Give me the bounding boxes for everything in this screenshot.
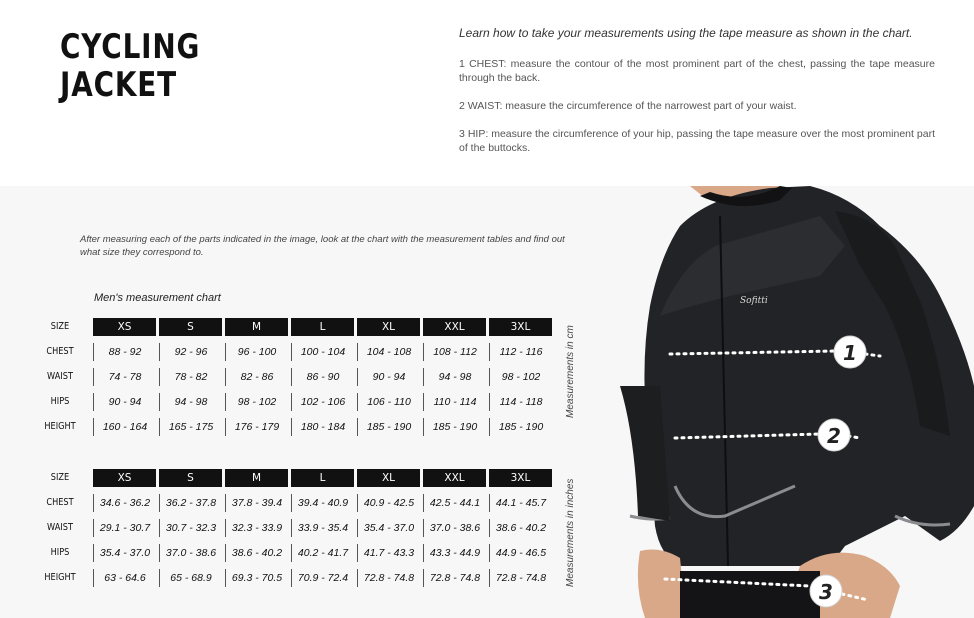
table-cell: 96 - 100 bbox=[225, 343, 288, 361]
row-label: CHEST bbox=[46, 497, 74, 508]
size-header-xl: XL bbox=[357, 469, 420, 487]
table-cell: 176 - 179 bbox=[225, 418, 288, 436]
table-cell: 114 - 118 bbox=[489, 393, 552, 411]
instruction-waist: 2 WAIST: measure the circumference of the narrowest part of your waist. bbox=[459, 100, 797, 112]
size-header-xs: XS bbox=[93, 469, 156, 487]
table-cell: 110 - 114 bbox=[423, 393, 486, 411]
table-cell: 94 - 98 bbox=[159, 393, 222, 411]
table-cell: 78 - 82 bbox=[159, 368, 222, 386]
top-section bbox=[0, 0, 974, 186]
table-cell: 34.6 - 36.2 bbox=[93, 494, 156, 512]
table-cell: 44.1 - 45.7 bbox=[489, 494, 552, 512]
table-cell: 43.3 - 44.9 bbox=[423, 544, 486, 562]
table-cell: 106 - 110 bbox=[357, 393, 420, 411]
marker-hip bbox=[810, 575, 842, 607]
unit-label-cm: Measurements in cm bbox=[565, 325, 576, 418]
instruction-hip: 3 HIP: measure the circumference of your hip, passing the tape measure over the most prominent part of the buttocks. bbox=[459, 128, 935, 154]
model-photo bbox=[620, 186, 974, 618]
unit-label-inches: Measurements in inches bbox=[565, 478, 576, 587]
table-cell: 180 - 184 bbox=[291, 418, 354, 436]
table-cell: 72.8 - 74.8 bbox=[423, 569, 486, 587]
size-header-label: SIZE bbox=[50, 472, 70, 483]
after-measuring-text: After measuring each of the parts indicated in the image, look at the chart with the measurement tables and find out what size they correspond to. bbox=[80, 234, 565, 258]
size-header-m: M bbox=[225, 469, 288, 487]
size-header-l: L bbox=[291, 469, 354, 487]
table-cell: 37.0 - 38.6 bbox=[159, 544, 222, 562]
size-header-3xl: 3XL bbox=[489, 469, 552, 487]
jacket-logo: Sofitti bbox=[740, 296, 768, 306]
row-label: CHEST bbox=[46, 346, 74, 357]
table-cell: 100 - 104 bbox=[291, 343, 354, 361]
table-cell: 37.0 - 38.6 bbox=[423, 519, 486, 537]
table-cell: 86 - 90 bbox=[291, 368, 354, 386]
row-label: WAIST bbox=[47, 522, 73, 533]
table-cell: 90 - 94 bbox=[357, 368, 420, 386]
table-cell: 37.8 - 39.4 bbox=[225, 494, 288, 512]
table-cell: 92 - 96 bbox=[159, 343, 222, 361]
marker-waist bbox=[818, 419, 850, 451]
table-cell: 74 - 78 bbox=[93, 368, 156, 386]
size-header-l: L bbox=[291, 318, 354, 336]
table-cell: 33.9 - 35.4 bbox=[291, 519, 354, 537]
table-cell: 104 - 108 bbox=[357, 343, 420, 361]
size-header-xxl: XXL bbox=[423, 318, 486, 336]
table-cell: 98 - 102 bbox=[225, 393, 288, 411]
row-label: WAIST bbox=[47, 371, 73, 382]
title-line-1: CYCLING bbox=[60, 27, 201, 67]
size-header-m: M bbox=[225, 318, 288, 336]
table-cell: 35.4 - 37.0 bbox=[357, 519, 420, 537]
table-cell: 41.7 - 43.3 bbox=[357, 544, 420, 562]
page-title bbox=[60, 27, 201, 105]
table-cell: 185 - 190 bbox=[489, 418, 552, 436]
table-cell: 165 - 175 bbox=[159, 418, 222, 436]
table-cell: 38.6 - 40.2 bbox=[489, 519, 552, 537]
size-header-xl: XL bbox=[357, 318, 420, 336]
marker-chest bbox=[834, 336, 866, 368]
table-cell: 108 - 112 bbox=[423, 343, 486, 361]
row-label: HIPS bbox=[50, 396, 70, 407]
table-cell: 30.7 - 32.3 bbox=[159, 519, 222, 537]
cycling-shorts bbox=[680, 571, 820, 618]
table-cell: 102 - 106 bbox=[291, 393, 354, 411]
table-cell: 40.9 - 42.5 bbox=[357, 494, 420, 512]
table-cell: 72.8 - 74.8 bbox=[489, 569, 552, 587]
table-cell: 42.5 - 44.1 bbox=[423, 494, 486, 512]
size-header-label: SIZE bbox=[50, 321, 70, 332]
table-cell: 36.2 - 37.8 bbox=[159, 494, 222, 512]
row-label: HIPS bbox=[50, 547, 70, 558]
title-line-2: JACKET bbox=[60, 65, 178, 105]
table-cell: 185 - 190 bbox=[357, 418, 420, 436]
table-cell: 40.2 - 41.7 bbox=[291, 544, 354, 562]
table-cell: 70.9 - 72.4 bbox=[291, 569, 354, 587]
marker-chest-number: 1 bbox=[843, 341, 857, 365]
table-cell: 94 - 98 bbox=[423, 368, 486, 386]
table-cell: 44.9 - 46.5 bbox=[489, 544, 552, 562]
table-cell: 39.4 - 40.9 bbox=[291, 494, 354, 512]
table-cell: 98 - 102 bbox=[489, 368, 552, 386]
instructions-intro: Learn how to take your measurements using the tape measure as shown in the chart. bbox=[459, 26, 913, 40]
marker-hip-number: 3 bbox=[819, 580, 833, 604]
measurement-instructions bbox=[459, 26, 935, 169]
marker-waist-number: 2 bbox=[827, 424, 841, 448]
table-cell: 82 - 86 bbox=[225, 368, 288, 386]
size-header-3xl: 3XL bbox=[489, 318, 552, 336]
chart-title: Men's measurement chart bbox=[94, 292, 221, 304]
table-cell: 38.6 - 40.2 bbox=[225, 544, 288, 562]
table-cell: 160 - 164 bbox=[93, 418, 156, 436]
size-header-xs: XS bbox=[93, 318, 156, 336]
table-cell: 32.3 - 33.9 bbox=[225, 519, 288, 537]
left-hand bbox=[638, 550, 686, 618]
table-cell: 65 - 68.9 bbox=[159, 569, 222, 587]
table-cell: 35.4 - 37.0 bbox=[93, 544, 156, 562]
table-cell: 63 - 64.6 bbox=[93, 569, 156, 587]
size-header-s: S bbox=[159, 318, 222, 336]
instruction-chest: 1 CHEST: measure the contour of the most prominent part of the chest, passing the tape measure through the back. bbox=[459, 58, 935, 84]
table-cell: 29.1 - 30.7 bbox=[93, 519, 156, 537]
table-cell: 112 - 116 bbox=[489, 343, 552, 361]
table-cell: 185 - 190 bbox=[423, 418, 486, 436]
table-cell: 72.8 - 74.8 bbox=[357, 569, 420, 587]
table-cell: 69.3 - 70.5 bbox=[225, 569, 288, 587]
row-label: HEIGHT bbox=[44, 421, 76, 432]
size-header-xxl: XXL bbox=[423, 469, 486, 487]
table-cell: 90 - 94 bbox=[93, 393, 156, 411]
size-header-s: S bbox=[159, 469, 222, 487]
table-cell: 88 - 92 bbox=[93, 343, 156, 361]
row-label: HEIGHT bbox=[44, 572, 76, 583]
